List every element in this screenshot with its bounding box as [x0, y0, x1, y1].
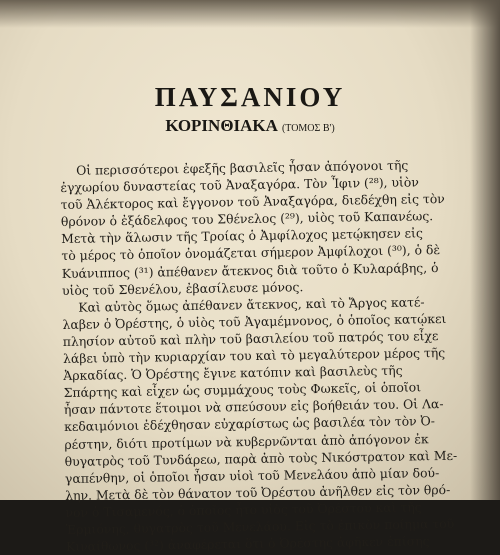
text-line: νον ὁ Τισαμενός, ὁ ὁποῖος ἦτο υἱὸς τοῦ Ὀρέστου καὶ τῆς	[65, 499, 422, 520]
text-line: υἱὸς τοῦ Σθενέλου, ἐβασίλευσε μόνος.	[61, 278, 304, 298]
text-line: θυγατρὸς τοῦ Τυνδάρεω, παρὰ ἀπὸ τοὺς Νικόστρατον καὶ Με-	[64, 447, 458, 469]
text-line: ρέστην, διότι προτίμων νὰ κυβερνῶνται ἀπὸ ἀπόγονον ἐκ	[64, 430, 429, 452]
text-line: λαβεν ὁ Ὀρέστης, ὁ υἱὸς τοῦ Ἀγαμέμνονος, ὁ ὁποῖος κατῴκει	[62, 310, 447, 332]
text-line: τὸ μέρος τὸ ὁποῖον ὀνομάζεται σήμερον Ἀμφίλοχοι (³⁰), ὁ δὲ	[61, 242, 441, 264]
text-line: Κιναίθωνος (³²) ἀναφέρεται ὅτι ὁ Ὀρέστης ἀφῆκεν ἐπίσης	[65, 533, 430, 555]
text-line: ἦσαν πάντοτε ἕτοιμοι νὰ σπεύσουν εἰς βοήθειάν του. Οἱ Λα-	[63, 396, 444, 418]
text-line: Σπάρτης καὶ εἶχεν ὡς συμμάχους τοὺς Φωκεῖς, οἱ ὁποῖοι	[63, 379, 422, 401]
text-line: Κυάνιππος (³¹) ἀπέθανεν ἄτεκνος διὰ τοῦτο ὁ Κυλαράβης, ὁ	[61, 259, 439, 281]
body-text	[60, 155, 486, 555]
text-line: κεδαιμόνιοι ἐδέχθησαν εὐχαρίστως ὡς βασιλέα τὸν τὸν Ὀ-	[64, 413, 436, 435]
text-line: Μετὰ τὴν ἅλωσιν τῆς Τροίας ὁ Ἀμφίλοχος μετῴκησεν εἰς	[61, 225, 423, 247]
text-line: ἐγχωρίου δυναστείας τοῦ Ἀναξαγόρα. Τὸν Ἶφιν (²⁸), υἱὸν	[60, 174, 419, 196]
page-right-shadow	[470, 0, 500, 500]
text-line: πλησίον αὐτοῦ καὶ πλὴν τοῦ βασιλείου τοῦ πατρός του εἶχε	[62, 328, 439, 349]
text-line: Ἀρκαδίας. Ὁ Ὀρέστης ἔγινε κατόπιν καὶ βασιλεὺς τῆς	[63, 362, 403, 384]
text-line: Ἑρμιόνης, θυγατρὸς τοῦ Μενελάου. Εἰς τὸ ἐπικὸν ποίημα τοῦ	[65, 515, 455, 537]
page-title: ΠΑΥΣΑΝΙΟΥ	[154, 82, 346, 112]
text-line: θρόνον ὁ ἐξάδελφος του Σθένελος (²⁹), υἱὸς τοῦ Καπανέως.	[60, 208, 434, 230]
text-line: γαπένθην, οἱ ὁποῖοι ἦσαν υἱοὶ τοῦ Μενελάου ἀπὸ μίαν δού-	[64, 464, 440, 486]
text-line: Καὶ αὐτὸς ὅμως ἀπέθανεν ἄτεκνος, καὶ τὸ Ἄργος κατέ-	[78, 294, 425, 315]
text-line: τοῦ Ἀλέκτορος καὶ ἔγγονον τοῦ Ἀναξαγόρα, διεδέχθη εἰς τὸν	[60, 191, 445, 213]
text-line: λάβει ὑπὸ τὴν κυριαρχίαν του καὶ τὸ μεγαλύτερον μέρος τῆς	[62, 345, 446, 367]
page-subtitle	[0, 116, 500, 136]
volume-label: (ΤΟΜΟΣ Β')	[281, 123, 335, 134]
subtitle-text: ΚΟΡΙΝΘΙΑΚΑ	[165, 116, 278, 135]
page-top-shadow	[0, 0, 500, 28]
text-line: Οἱ περισσότεροι ἐφεξῆς βασιλεῖς ἦσαν ἀπόγονοι τῆς	[76, 157, 409, 178]
text-line: λην. Μετὰ δὲ τὸν θάνατον τοῦ Ὀρέστου ἀνῆλθεν εἰς τὸν θρό-	[65, 481, 451, 503]
